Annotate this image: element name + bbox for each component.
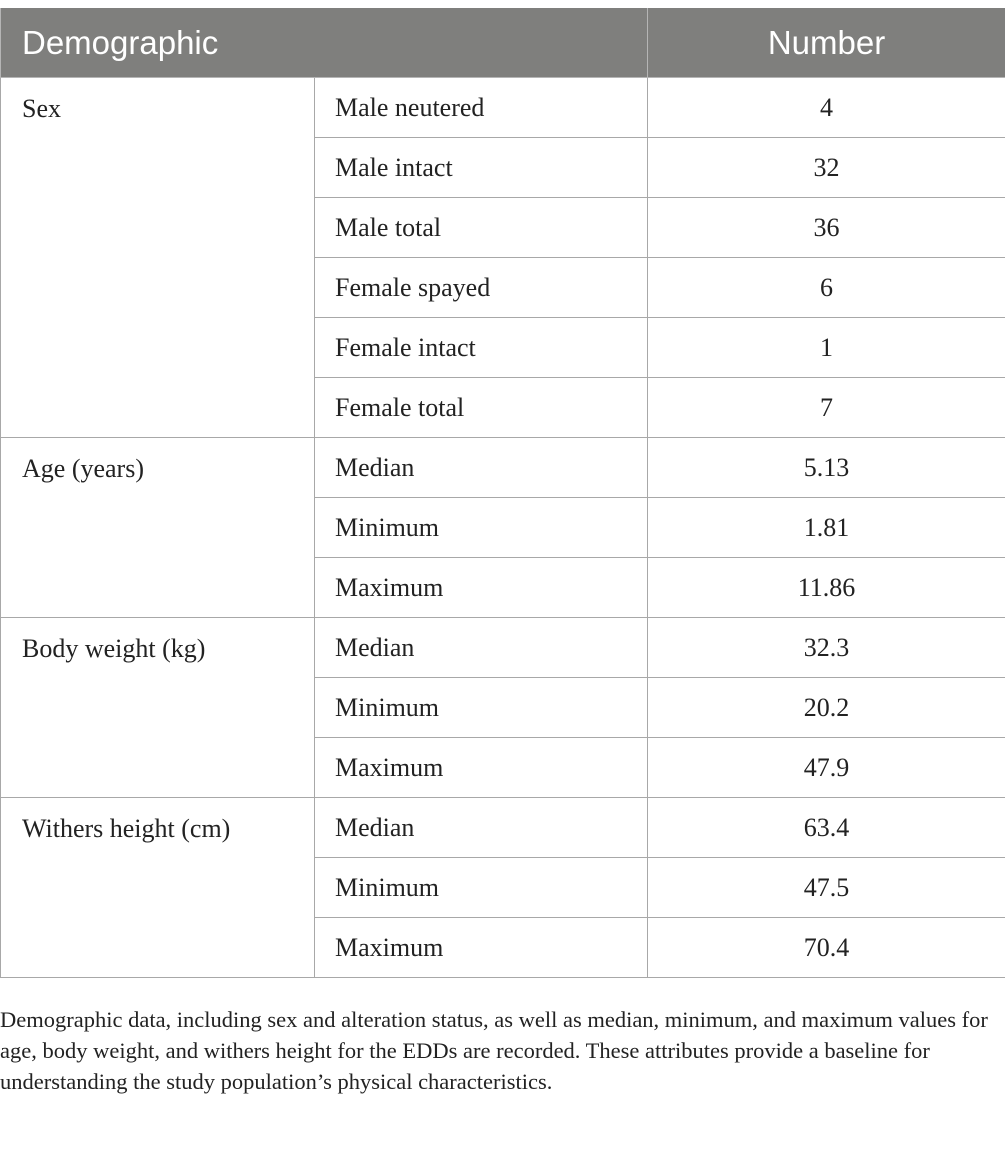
value-cell: 63.4 <box>648 798 1005 858</box>
value-cell: 1 <box>648 318 1005 378</box>
table-row <box>1 798 1005 858</box>
attribute-cell: Maximum <box>315 918 648 978</box>
attribute-cell: Maximum <box>315 738 648 798</box>
group-label-body-weight: Body weight (kg) <box>1 618 315 798</box>
header-row <box>1 8 1005 78</box>
value-cell: 36 <box>648 198 1005 258</box>
table-caption: Demographic data, including sex and alteration status, as well as median, minimum, and maximum values for age, body weight, and withers height for the EDDs are recorded. These attributes provide a baseline for understanding the study population’s physical characteristics. <box>0 1007 988 1094</box>
value-cell: 47.9 <box>648 738 1005 798</box>
group-label-sex: Sex <box>1 78 315 438</box>
attribute-cell: Minimum <box>315 678 648 738</box>
value-cell: 4 <box>648 78 1005 138</box>
value-cell: 7 <box>648 378 1005 438</box>
attribute-cell: Female spayed <box>315 258 648 318</box>
attribute-cell: Median <box>315 438 648 498</box>
attribute-cell: Female intact <box>315 318 648 378</box>
value-cell: 6 <box>648 258 1005 318</box>
attribute-cell: Male total <box>315 198 648 258</box>
value-cell: 20.2 <box>648 678 1005 738</box>
attribute-cell: Male neutered <box>315 78 648 138</box>
table-row <box>1 438 1005 498</box>
attribute-cell: Maximum <box>315 558 648 618</box>
number-column-header: Number <box>648 8 1005 78</box>
value-cell: 1.81 <box>648 498 1005 558</box>
value-cell: 32.3 <box>648 618 1005 678</box>
value-cell: 47.5 <box>648 858 1005 918</box>
value-cell: 70.4 <box>648 918 1005 978</box>
attribute-cell: Male intact <box>315 138 648 198</box>
table-row <box>1 618 1005 678</box>
value-cell: 32 <box>648 138 1005 198</box>
table-row <box>1 78 1005 138</box>
attribute-cell: Median <box>315 618 648 678</box>
demographic-column-header: Demographic <box>1 8 648 78</box>
value-cell: 5.13 <box>648 438 1005 498</box>
attribute-cell: Median <box>315 798 648 858</box>
attribute-cell: Minimum <box>315 858 648 918</box>
group-label-withers-height: Withers height (cm) <box>1 798 315 978</box>
value-cell: 11.86 <box>648 558 1005 618</box>
attribute-cell: Female total <box>315 378 648 438</box>
demographics-table <box>0 8 1005 978</box>
group-label-age: Age (years) <box>1 438 315 618</box>
attribute-cell: Minimum <box>315 498 648 558</box>
